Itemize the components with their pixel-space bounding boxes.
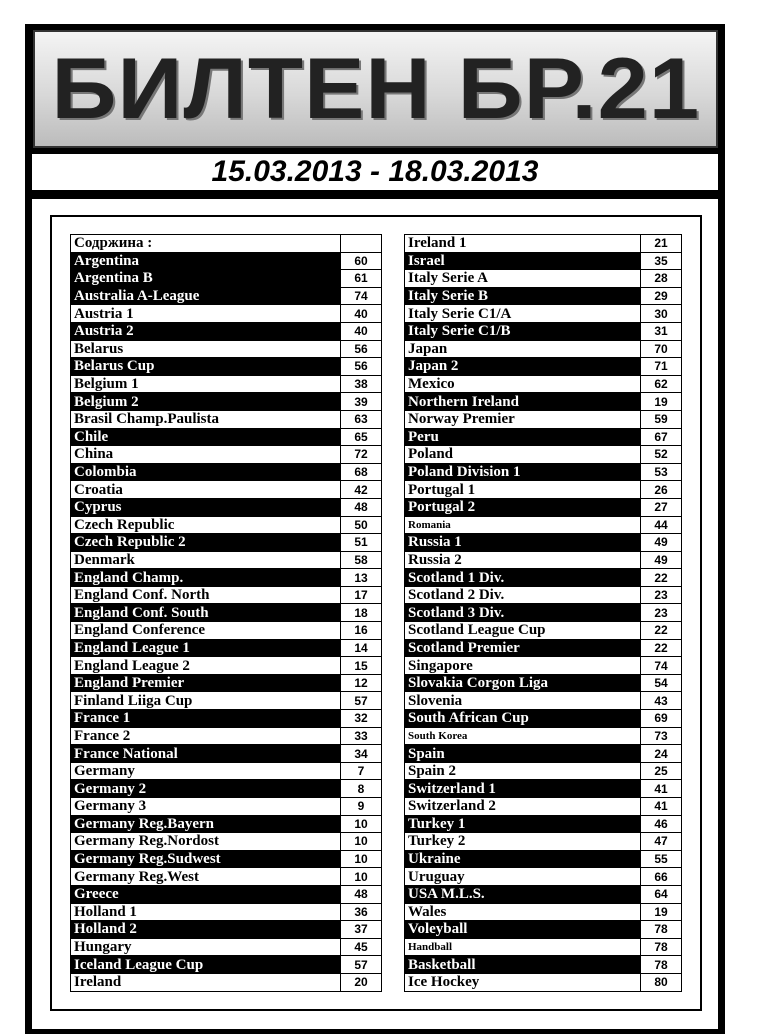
- index-row: [71, 270, 382, 288]
- index-page-number: 12: [341, 674, 382, 692]
- index-league-name: Uruguay: [405, 868, 641, 886]
- index-row: [71, 305, 382, 323]
- index-league-name: Scotland 3 Div.: [405, 604, 641, 622]
- index-page-number: 10: [341, 868, 382, 886]
- index-league-name: England Conf. North: [71, 586, 341, 604]
- index-page-number: 14: [341, 639, 382, 657]
- index-row: [71, 710, 382, 728]
- index-row: [405, 710, 682, 728]
- index-league-name: France 2: [71, 727, 341, 745]
- index-league-name: Russia 2: [405, 551, 641, 569]
- index-league-name: Scotland 2 Div.: [405, 586, 641, 604]
- index-page-number: 36: [341, 903, 382, 921]
- index-row: [405, 604, 682, 622]
- index-league-name: Germany: [71, 762, 341, 780]
- index-row: [405, 815, 682, 833]
- index-league-name: Portugal 1: [405, 481, 641, 499]
- index-row: [71, 375, 382, 393]
- index-row: [405, 674, 682, 692]
- index-league-name: Iceland League Cup: [71, 956, 341, 974]
- index-row: [71, 358, 382, 376]
- index-page-number: 38: [341, 375, 382, 393]
- index-page-number: 13: [341, 569, 382, 587]
- index-page-number: 22: [641, 639, 682, 657]
- index-page-number: 41: [641, 780, 682, 798]
- index-row: [405, 516, 682, 534]
- index-row: [71, 622, 382, 640]
- index-page-number: 64: [641, 885, 682, 903]
- index-row: [405, 762, 682, 780]
- index-league-name: Germany 3: [71, 798, 341, 816]
- index-row: [405, 375, 682, 393]
- index-league-name: Greece: [71, 885, 341, 903]
- index-page-number: 37: [341, 921, 382, 939]
- index-row: [405, 833, 682, 851]
- index-league-name: Australia A-League: [71, 287, 341, 305]
- index-page-number: 59: [641, 410, 682, 428]
- index-league-name: England Conf. South: [71, 604, 341, 622]
- index-league-name: Denmark: [71, 551, 341, 569]
- index-row: [71, 463, 382, 481]
- index-league-name: Belgium 2: [71, 393, 341, 411]
- index-league-name: South Korea: [405, 727, 641, 745]
- index-page-number: 10: [341, 815, 382, 833]
- index-page-number: 29: [641, 287, 682, 305]
- index-page-number: 16: [341, 622, 382, 640]
- index-league-name: Mexico: [405, 375, 641, 393]
- index-league-name: Slovakia Corgon Liga: [405, 674, 641, 692]
- index-page-number: 67: [641, 428, 682, 446]
- index-row: [405, 850, 682, 868]
- index-row: [71, 674, 382, 692]
- index-page-number: 60: [341, 252, 382, 270]
- index-page-number: 58: [341, 551, 382, 569]
- index-league-name: Norway Premier: [405, 410, 641, 428]
- index-league-name: USA M.L.S.: [405, 885, 641, 903]
- index-page-number: 41: [641, 798, 682, 816]
- index-page-number: 78: [641, 921, 682, 939]
- index-league-name: Northern Ireland: [405, 393, 641, 411]
- index-row: [71, 938, 382, 956]
- index-page-number: 28: [641, 270, 682, 288]
- index-page-number: 26: [641, 481, 682, 499]
- index-row: [405, 340, 682, 358]
- index-league-name: Czech Republic: [71, 516, 341, 534]
- index-page-number: 35: [641, 252, 682, 270]
- index-league-name: Portugal 2: [405, 498, 641, 516]
- index-row: [71, 868, 382, 886]
- index-row: [405, 973, 682, 991]
- index-page-number: 73: [641, 727, 682, 745]
- index-league-name: England Conference: [71, 622, 341, 640]
- index-page-number: 78: [641, 938, 682, 956]
- index-league-name: Austria 2: [71, 322, 341, 340]
- index-page-number: 48: [341, 885, 382, 903]
- index-league-name: China: [71, 446, 341, 464]
- index-page-number: 71: [641, 358, 682, 376]
- index-league-name: Spain: [405, 745, 641, 763]
- index-page-number: 22: [641, 622, 682, 640]
- index-row: [71, 850, 382, 868]
- index-league-name: Belgium 1: [71, 375, 341, 393]
- index-league-name: South African Cup: [405, 710, 641, 728]
- index-row: [405, 956, 682, 974]
- index-page-number: 19: [641, 393, 682, 411]
- index-league-name: Belarus Cup: [71, 358, 341, 376]
- index-league-name: Ireland: [71, 973, 341, 991]
- index-league-name: Cyprus: [71, 498, 341, 516]
- index-row: [405, 657, 682, 675]
- index-league-name: Switzerland 1: [405, 780, 641, 798]
- index-page-number: 78: [641, 956, 682, 974]
- index-row: [405, 534, 682, 552]
- index-page-number: 10: [341, 850, 382, 868]
- index-league-name: England Premier: [71, 674, 341, 692]
- index-league-name: Colombia: [71, 463, 341, 481]
- index-page-number: 52: [641, 446, 682, 464]
- index-league-name: Italy Serie C1/A: [405, 305, 641, 323]
- index-table-right: [404, 234, 682, 992]
- index-page-number: 61: [341, 270, 382, 288]
- index-row: [71, 604, 382, 622]
- page-title: БИЛТЕН БР.21: [51, 40, 700, 137]
- index-league-name: England Champ.: [71, 569, 341, 587]
- index-league-name: Italy Serie B: [405, 287, 641, 305]
- index-page-number: 33: [341, 727, 382, 745]
- index-league-name: Ice Hockey: [405, 973, 641, 991]
- index-row: [405, 252, 682, 270]
- index-league-name: Ireland 1: [405, 235, 641, 253]
- index-page-number: 9: [341, 798, 382, 816]
- index-page-number: 72: [341, 446, 382, 464]
- index-row: [405, 446, 682, 464]
- index-league-name: Ukraine: [405, 850, 641, 868]
- index-league-name: Spain 2: [405, 762, 641, 780]
- index-row: [405, 639, 682, 657]
- index-league-name: Germany Reg.Nordost: [71, 833, 341, 851]
- index-row: [405, 586, 682, 604]
- index-league-name: Germany Reg.West: [71, 868, 341, 886]
- index-page-number: 48: [341, 498, 382, 516]
- index-row: [405, 903, 682, 921]
- index-row: [71, 235, 382, 253]
- index-league-name: Italy Serie C1/B: [405, 322, 641, 340]
- index-page-number: 22: [641, 569, 682, 587]
- index-league-name: Germany Reg.Bayern: [71, 815, 341, 833]
- index-page-number: 46: [641, 815, 682, 833]
- index-row: [405, 727, 682, 745]
- index-league-name: Israel: [405, 252, 641, 270]
- index-row: [71, 639, 382, 657]
- title-banner: [33, 30, 718, 148]
- index-page-number: 43: [641, 692, 682, 710]
- index-page-number: 53: [641, 463, 682, 481]
- index-league-name: France 1: [71, 710, 341, 728]
- index-row: [405, 868, 682, 886]
- index-page-number: 56: [341, 340, 382, 358]
- index-page-number: 40: [341, 305, 382, 323]
- index-row: [71, 956, 382, 974]
- index-row: [71, 252, 382, 270]
- index-league-name: Germany Reg.Sudwest: [71, 850, 341, 868]
- index-page-number: 47: [641, 833, 682, 851]
- index-league-name: Hungary: [71, 938, 341, 956]
- index-league-name: Scotland 1 Div.: [405, 569, 641, 587]
- index-league-name: Turkey 2: [405, 833, 641, 851]
- index-league-name: Finland Liiga Cup: [71, 692, 341, 710]
- index-league-name: Poland Division 1: [405, 463, 641, 481]
- index-row: [405, 428, 682, 446]
- index-row: [71, 428, 382, 446]
- index-page-number: 70: [641, 340, 682, 358]
- index-page-number: 8: [341, 780, 382, 798]
- index-row: [71, 340, 382, 358]
- index-page-number: 44: [641, 516, 682, 534]
- index-row: [71, 657, 382, 675]
- index-page-number: 62: [641, 375, 682, 393]
- index-league-name: Argentina: [71, 252, 341, 270]
- index-page-number: 55: [641, 850, 682, 868]
- index-row: [71, 903, 382, 921]
- index-league-name: Scotland League Cup: [405, 622, 641, 640]
- index-row: [405, 921, 682, 939]
- index-row: [71, 798, 382, 816]
- index-row: [71, 973, 382, 991]
- index-table-left: [70, 234, 382, 992]
- index-page-number: 21: [641, 235, 682, 253]
- index-row: [71, 551, 382, 569]
- index-row: [71, 762, 382, 780]
- index-page-number: 17: [341, 586, 382, 604]
- index-page-number: 27: [641, 498, 682, 516]
- index-page-number: 57: [341, 692, 382, 710]
- index-page-number: 25: [641, 762, 682, 780]
- index-row: [71, 393, 382, 411]
- index-page-number: 23: [641, 586, 682, 604]
- index-page-number: 56: [341, 358, 382, 376]
- index-page-number: 66: [641, 868, 682, 886]
- index-page-number: 18: [341, 604, 382, 622]
- index-row: [71, 534, 382, 552]
- index-league-name: Romania: [405, 516, 641, 534]
- index-league-name: Chile: [71, 428, 341, 446]
- index-row: [405, 622, 682, 640]
- index-page-number: 31: [641, 322, 682, 340]
- index-row: [405, 322, 682, 340]
- index-league-name: Austria 1: [71, 305, 341, 323]
- index-row: [405, 798, 682, 816]
- index-league-name: Scotland Premier: [405, 639, 641, 657]
- index-row: [405, 235, 682, 253]
- index-row: [71, 815, 382, 833]
- index-row: [71, 692, 382, 710]
- index-page-number: 39: [341, 393, 382, 411]
- index-row: [405, 569, 682, 587]
- index-page-number: 57: [341, 956, 382, 974]
- index-page-number: 69: [641, 710, 682, 728]
- index-row: [71, 921, 382, 939]
- index-row: [71, 727, 382, 745]
- index-row: [71, 410, 382, 428]
- index-page-number: 49: [641, 551, 682, 569]
- index-league-name: Germany 2: [71, 780, 341, 798]
- index-league-name: Turkey 1: [405, 815, 641, 833]
- index-row: [405, 551, 682, 569]
- index-page-number: 7: [341, 762, 382, 780]
- index-league-name: Czech Republic 2: [71, 534, 341, 552]
- index-row: [71, 745, 382, 763]
- index-row: [71, 498, 382, 516]
- index-row: [71, 322, 382, 340]
- index-page-number: 19: [641, 903, 682, 921]
- index-page-number: 34: [341, 745, 382, 763]
- index-page-number: 23: [641, 604, 682, 622]
- index-league-name: Holland 1: [71, 903, 341, 921]
- index-row: [405, 358, 682, 376]
- index-page-number: 30: [641, 305, 682, 323]
- index-league-name: Holland 2: [71, 921, 341, 939]
- index-page-number: 15: [341, 657, 382, 675]
- index-league-name: Wales: [405, 903, 641, 921]
- index-row: [405, 885, 682, 903]
- index-row: [71, 287, 382, 305]
- index-league-name: Switzerland 2: [405, 798, 641, 816]
- index-row: [71, 569, 382, 587]
- index-league-name: Russia 1: [405, 534, 641, 552]
- index-league-name: Voleyball: [405, 921, 641, 939]
- index-league-name: Содржина :: [71, 235, 341, 253]
- index-league-name: Italy Serie A: [405, 270, 641, 288]
- index-league-name: Handball: [405, 938, 641, 956]
- index-league-name: France National: [71, 745, 341, 763]
- index-row: [405, 692, 682, 710]
- index-row: [71, 833, 382, 851]
- index-page-number: 32: [341, 710, 382, 728]
- index-row: [71, 780, 382, 798]
- index-page-number: 42: [341, 481, 382, 499]
- index-row: [405, 287, 682, 305]
- index-row: [405, 780, 682, 798]
- date-range: 15.03.2013 - 18.03.2013: [211, 155, 539, 188]
- index-row: [71, 885, 382, 903]
- index-league-name: Basketball: [405, 956, 641, 974]
- index-league-name: Belarus: [71, 340, 341, 358]
- index-row: [71, 516, 382, 534]
- index-page-number: [341, 235, 382, 253]
- index-league-name: Poland: [405, 446, 641, 464]
- index-league-name: England League 2: [71, 657, 341, 675]
- index-page-number: 24: [641, 745, 682, 763]
- index-league-name: Argentina B: [71, 270, 341, 288]
- index-league-name: Japan: [405, 340, 641, 358]
- index-row: [405, 393, 682, 411]
- index-row: [405, 305, 682, 323]
- index-page-number: 65: [341, 428, 382, 446]
- index-league-name: Slovenia: [405, 692, 641, 710]
- index-row: [405, 270, 682, 288]
- index-row: [71, 446, 382, 464]
- index-page-number: 80: [641, 973, 682, 991]
- index-row: [71, 481, 382, 499]
- index-row: [71, 586, 382, 604]
- index-league-name: Singapore: [405, 657, 641, 675]
- index-row: [405, 498, 682, 516]
- index-league-name: Peru: [405, 428, 641, 446]
- index-page-number: 74: [341, 287, 382, 305]
- index-page-number: 51: [341, 534, 382, 552]
- index-row: [405, 410, 682, 428]
- index-league-name: Croatia: [71, 481, 341, 499]
- index-page-number: 20: [341, 973, 382, 991]
- index-page-number: 10: [341, 833, 382, 851]
- date-banner: [32, 154, 718, 190]
- index-page-number: 63: [341, 410, 382, 428]
- index-page-number: 74: [641, 657, 682, 675]
- index-league-name: Brasil Champ.Paulista: [71, 410, 341, 428]
- index-league-name: England League 1: [71, 639, 341, 657]
- index-page-number: 49: [641, 534, 682, 552]
- index-row: [405, 745, 682, 763]
- index-league-name: Japan 2: [405, 358, 641, 376]
- index-page-number: 40: [341, 322, 382, 340]
- index-page-number: 45: [341, 938, 382, 956]
- index-page-number: 54: [641, 674, 682, 692]
- index-page-number: 50: [341, 516, 382, 534]
- index-row: [405, 463, 682, 481]
- index-row: [405, 938, 682, 956]
- index-row: [405, 481, 682, 499]
- index-page-number: 68: [341, 463, 382, 481]
